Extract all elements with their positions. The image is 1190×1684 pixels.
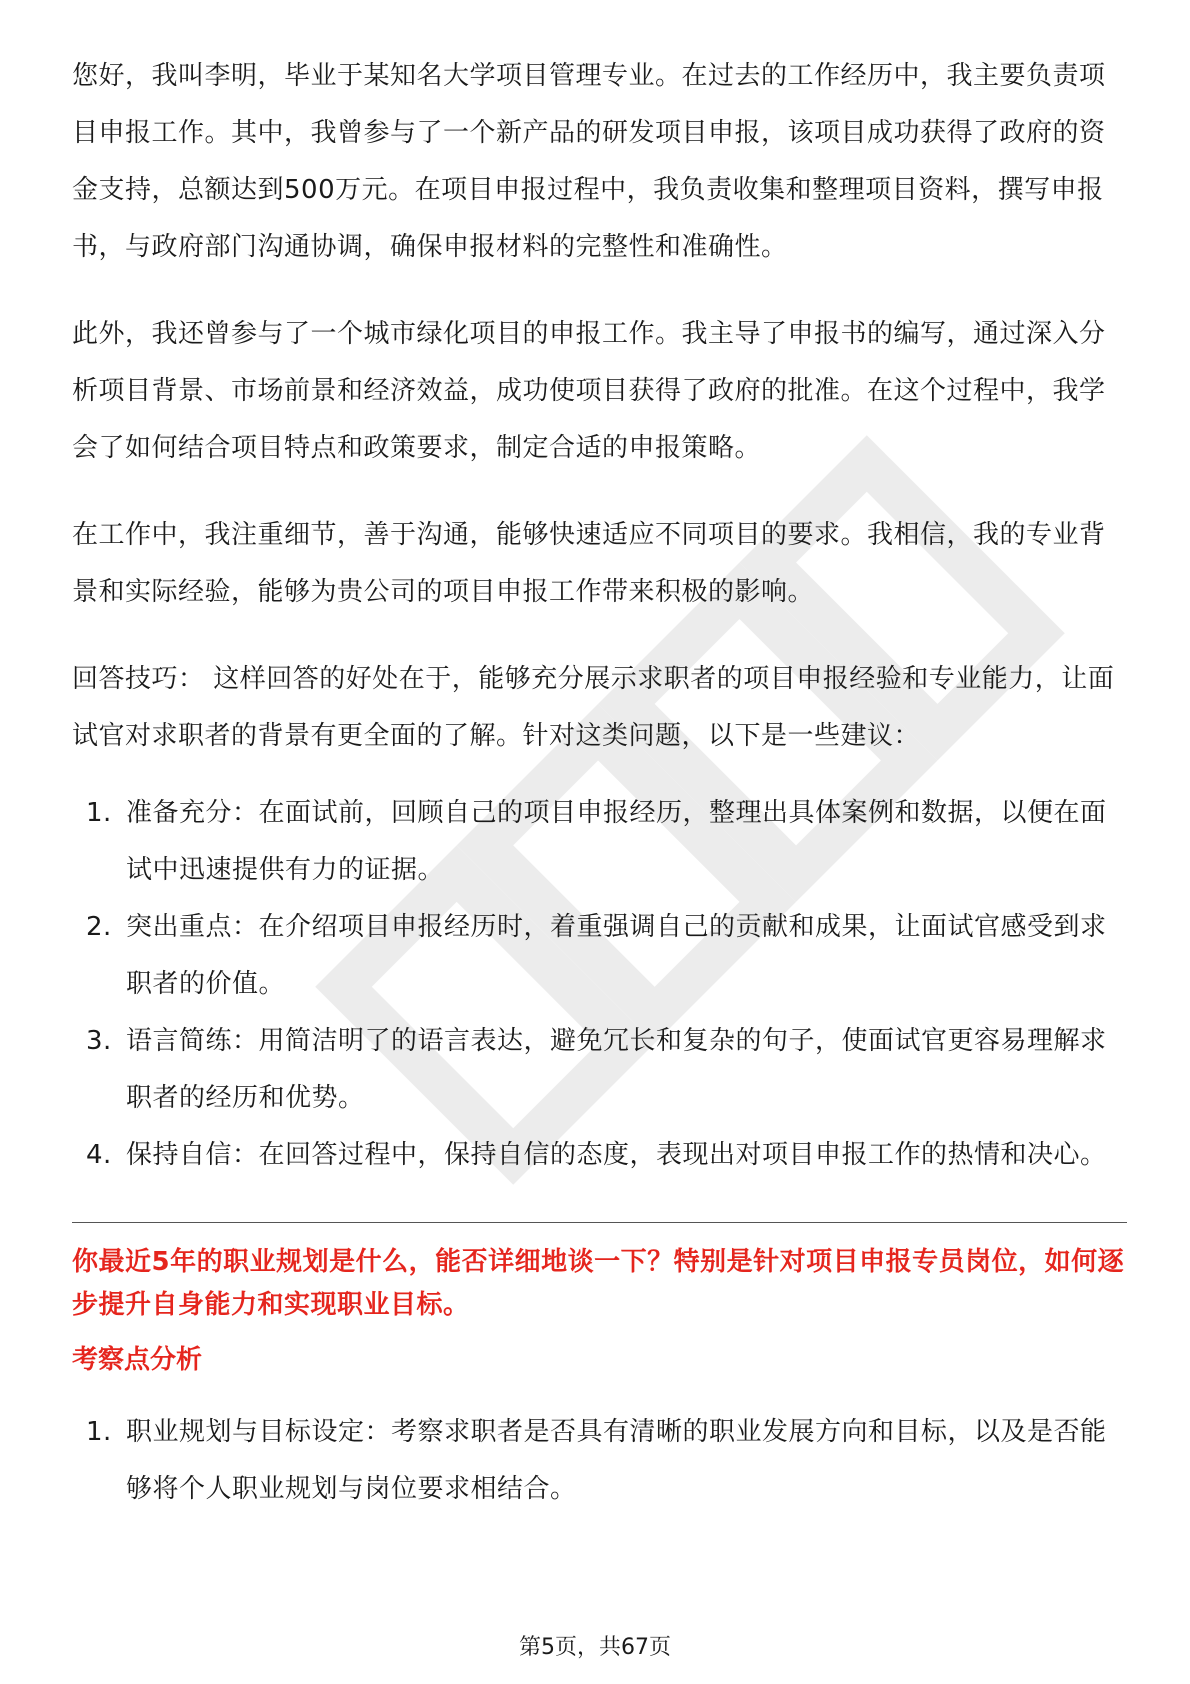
body-paragraph-1: 您好，我叫李明，毕业于某知名大学项目管理专业。在过去的工作经历中，我主要负责项目申报工作。其中，我曾参与了一个新产品的研发项目申报，该项目成功获得了政府的资金支持，总额达到500万元。在项目申报过程中，我负责收集和整理项目资料，撰写申报书，与政府部门沟通协调，确保申报材料的完整性和准确性。 xyxy=(72,61,1106,262)
answer-tip-paragraph: 回答技巧： 这样回答的好处在于，能够充分展示求职者的项目申报经验和专业能力，让面试官对求职者的背景有更全面的了解。针对这类问题，以下是一些建议： xyxy=(72,664,1115,751)
body-paragraph-2: 此外，我还曾参与了一个城市绿化项目的申报工作。我主导了申报书的编写，通过深入分析项目背景、市场前景和经济效益，成功使项目获得了政府的批准。在这个过程中，我学会了如何结合项目特点和政策要求，制定合适的申报策略。 xyxy=(72,319,1106,463)
list-item-text: 语言简练：用简洁明了的语言表达，避免冗长和复杂的句子，使面试官更容易理解求职者的经历和优势。 xyxy=(126,1026,1107,1113)
analysis-heading: 考察点分析 xyxy=(72,1345,203,1375)
list-item xyxy=(72,785,1127,899)
list-item-text: 保持自信：在回答过程中，保持自信的态度，表现出对项目申报工作的热情和决心。 xyxy=(126,1140,1107,1170)
list-item-number: 1. xyxy=(86,798,112,828)
list-item-number: 4. xyxy=(86,1140,112,1170)
list-item xyxy=(72,899,1127,1013)
tips-list xyxy=(72,785,1127,1184)
list-item xyxy=(72,1013,1127,1127)
page-footer: 第5页，共67页 xyxy=(519,1635,671,1660)
analysis-list xyxy=(72,1404,1127,1518)
list-item xyxy=(72,1404,1127,1518)
list-item-text: 突出重点：在介绍项目申报经历时，着重强调自己的贡献和成果，让面试官感受到求职者的价值。 xyxy=(126,912,1107,999)
body-paragraph-3: 在工作中，我注重细节，善于沟通，能够快速适应不同项目的要求。我相信，我的专业背景和实际经验，能够为贵公司的项目申报工作带来积极的影响。 xyxy=(72,520,1106,607)
list-item-number: 2. xyxy=(86,912,112,942)
list-item-text: 职业规划与目标设定：考察求职者是否具有清晰的职业发展方向和目标，以及是否能够将个人职业规划与岗位要求相结合。 xyxy=(126,1417,1107,1504)
list-item-text: 准备充分：在面试前，回顾自己的项目申报经历，整理出具体案例和数据，以便在面试中迅速提供有力的证据。 xyxy=(126,798,1107,885)
section-divider xyxy=(72,1222,1127,1223)
list-item-number: 3. xyxy=(86,1026,112,1056)
list-item xyxy=(72,1127,1127,1184)
list-item-number: 1. xyxy=(86,1417,112,1447)
document-page xyxy=(72,48,1127,1518)
interview-question: 你最近5年的职业规划是什么，能否详细地谈一下？特别是针对项目申报专员岗位，如何逐步提升自身能力和实现职业目标。 xyxy=(72,1247,1125,1320)
